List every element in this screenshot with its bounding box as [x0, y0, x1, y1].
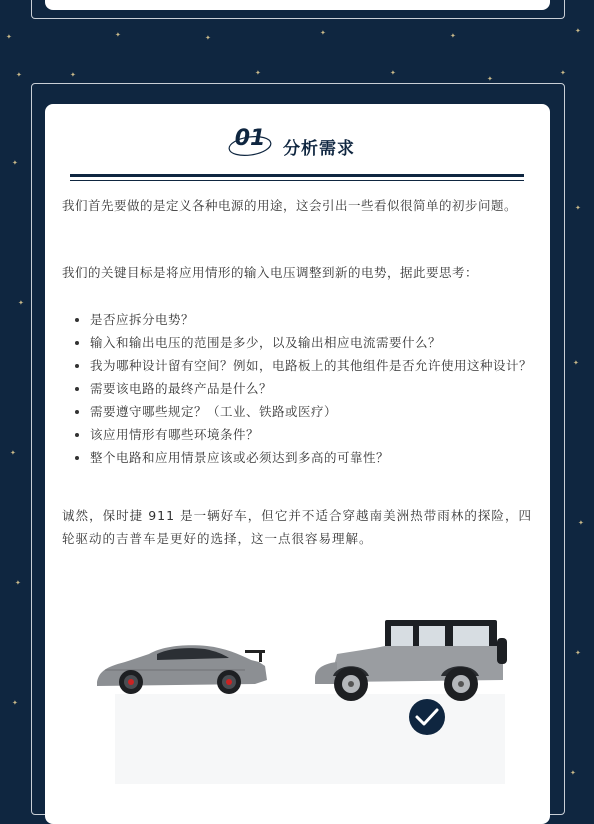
list-item: • 需要该电路的最终产品是什么？ — [90, 377, 560, 400]
list-item: • 需要遵守哪些规定？（工业、铁路或医疗） — [90, 400, 560, 423]
intro-paragraph: 我们首先要做的是定义各种电源的用途，这会引出一些看似很简单的初步问题。 — [62, 198, 518, 213]
section-number-badge — [229, 124, 271, 164]
check-circle-icon — [409, 699, 445, 735]
list-item: • 我为哪种设计留有空间？例如，电路板上的其他组件是否允许使用这种设计？ — [90, 354, 560, 377]
closing-paragraph: 诚然，保时捷 911 是一辆好车，但它并不适合穿越南美洲热带雨林的探险，四轮驱动的吉普车是更好的选择，这一点很容易理解。 — [62, 508, 532, 546]
previous-section-card — [45, 0, 550, 10]
section-title: 分析需求 — [283, 139, 355, 159]
list-item: • 该应用情形有哪些环境条件？ — [90, 423, 560, 446]
sports-car-icon — [97, 645, 267, 694]
image-backdrop — [115, 694, 505, 784]
vehicle-comparison-image — [45, 574, 550, 824]
section-number: 01 — [234, 126, 266, 151]
section-heading — [45, 124, 550, 168]
list-item: • 是否应拆分电势？ — [90, 308, 560, 331]
question-list — [62, 308, 560, 469]
goal-paragraph: 我们的关键目标是将应用情形的输入电压调整到新的电势，据此要思考： — [62, 265, 479, 280]
jeep-icon — [315, 620, 507, 701]
section-card — [45, 104, 550, 824]
list-item: • 整个电路和应用情景应该或必须达到多高的可靠性？ — [90, 446, 560, 469]
list-item: • 输入和输出电压的范围是多少，以及输出相应电流需要什么？ — [90, 331, 560, 354]
title-divider-thin — [70, 180, 524, 181]
title-divider — [70, 174, 524, 177]
